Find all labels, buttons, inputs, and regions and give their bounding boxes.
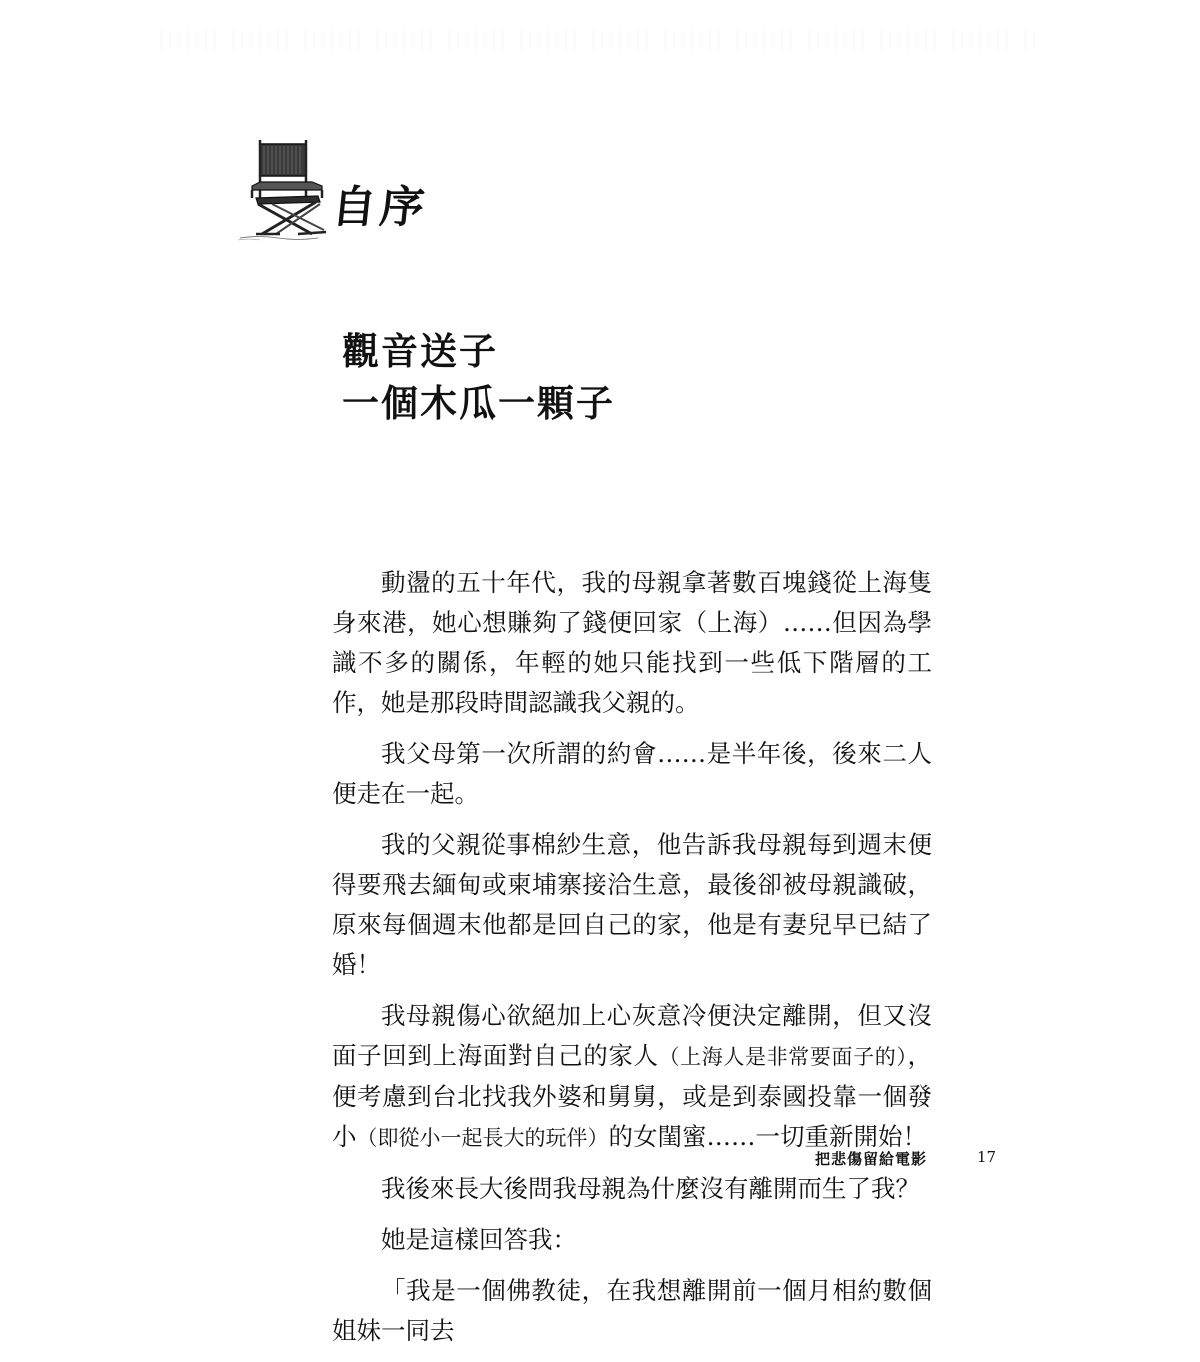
paragraph: 動盪的五十年代，我的母親拿著數百塊錢從上海隻身來港，她心想賺夠了錢便回家（上海）……但因為學識不多的關係，年輕的她只能找到一些低下階層的工作，她是那段時間認識我父親的。 bbox=[332, 568, 932, 717]
director-chair-icon bbox=[238, 138, 330, 242]
paragraph: 我後來長大後問我母親為什麼沒有離開而生了我？ bbox=[381, 1174, 920, 1203]
paragraph: 我的父親從事棉紗生意，他告訴我母親每到週末便得要飛去緬甸或柬埔寨接洽生意，最後卻被母親識破，原來每個週末他都是回自己的家，他是有妻兒早已結了婚！ bbox=[332, 830, 932, 979]
paragraph-part: 的女閨蜜……一切重新開始！ bbox=[608, 1122, 927, 1151]
parenthetical-note: （即從小一起長大的玩伴） bbox=[356, 1126, 609, 1150]
paragraph bbox=[332, 996, 932, 1158]
paragraph: 她是這樣回答我： bbox=[381, 1225, 577, 1254]
headline-line-1: 觀音送子 bbox=[342, 329, 498, 373]
parenthetical-note: （上海人是非常要面子的） bbox=[658, 1045, 908, 1069]
running-footer-book-title: 把悲傷留給電影 bbox=[815, 1150, 928, 1168]
paragraph: 我父母第一次所謂的約會……是半年後，後來二人便走在一起。 bbox=[332, 739, 932, 808]
body-text bbox=[332, 563, 932, 1362]
chapter-headline bbox=[342, 325, 615, 429]
section-title: 自序 bbox=[329, 182, 431, 233]
paragraph: 「我是一個佛教徒，在我想離開前一個月相約數個姐妹一同去 bbox=[332, 1276, 932, 1345]
headline-line-2: 一個木瓜一顆子 bbox=[342, 381, 615, 425]
paragraph-part: ，便考慮到台北找我外婆和舅舅，或是到泰國投靠一個發小 bbox=[332, 1041, 933, 1151]
paper-texture bbox=[160, 30, 1040, 50]
page-number: 17 bbox=[977, 1148, 997, 1166]
paragraph-part: 我母親傷心欲絕加上心灰意冷便決定離開，但又沒面子回到上海面對自己的家人 bbox=[332, 1001, 932, 1070]
